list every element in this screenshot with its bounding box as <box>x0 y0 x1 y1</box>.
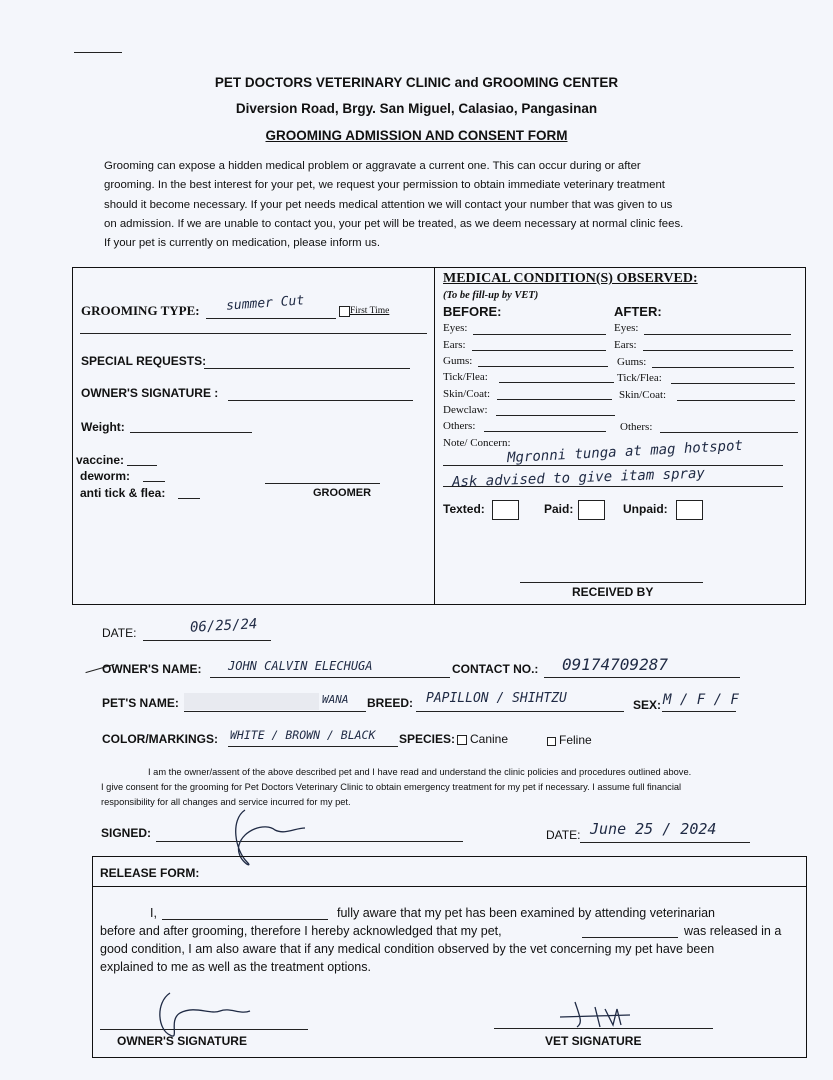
before-gums-label: Gums: <box>443 355 473 367</box>
feline-checkbox[interactable] <box>547 737 556 746</box>
after-ears-label: Ears: <box>614 339 637 351</box>
after-skin-label: Skin/Coat: <box>619 389 667 401</box>
release-line-2a: before and after grooming, therefore I hereby acknowledged that my pet, <box>100 924 502 938</box>
owner-name-value: JOHN CALVIN ELECHUGA <box>228 659 373 673</box>
vet-signature-label: VET SIGNATURE <box>545 1034 642 1048</box>
after-others-label: Others: <box>620 421 653 433</box>
release-title-divider <box>92 886 807 887</box>
grooming-type-value: summer Cut <box>225 293 305 314</box>
vet-signature-scribble <box>555 997 635 1033</box>
before-skin-label: Skin/Coat: <box>443 388 491 400</box>
special-requests-label: SPECIAL REQUESTS: <box>81 354 207 368</box>
weight-label: Weight: <box>81 420 125 434</box>
after-tick-label: Tick/Flea: <box>617 372 662 384</box>
before-eyes-label: Eyes: <box>443 322 468 334</box>
before-tick-field[interactable] <box>499 382 614 383</box>
consent-line-2: I give consent for the grooming for Pet Doctors Veterinary Clinic to obtain emergency treatment for my pet if necessary. I assume full financial <box>101 782 682 792</box>
grooming-type-field-line2[interactable] <box>80 333 427 334</box>
received-by-line[interactable] <box>520 582 703 583</box>
anti-tick-label: anti tick & flea: <box>80 486 166 500</box>
release-line-1b: fully aware that my pet has been examined by attending veterinarian <box>337 906 716 920</box>
before-label: BEFORE: <box>443 304 502 319</box>
consent-date-value: June 25 / 2024 <box>590 820 717 838</box>
release-line-3: good condition, I am also aware that if any medical condition observed by the vet concerning my pet have been <box>100 942 715 956</box>
date-value: 06/25/24 <box>189 616 258 636</box>
color-field[interactable] <box>228 746 398 747</box>
contact-field[interactable] <box>544 677 740 678</box>
before-ears-field[interactable] <box>472 350 606 351</box>
breed-label: BREED: <box>367 696 414 710</box>
medical-subtitle: (To be fill-up by VET) <box>443 290 539 301</box>
after-skin-field[interactable] <box>677 400 795 401</box>
intro-line-3: should it become necessary. If your pet needs medical attention we will contact your number that was given to us <box>104 199 673 211</box>
note-field-1[interactable] <box>443 465 783 466</box>
after-ears-field[interactable] <box>643 350 793 351</box>
release-title: RELEASE FORM: <box>100 866 200 880</box>
grooming-type-label: GROOMING TYPE: <box>81 303 200 318</box>
after-gums-label: Gums: <box>617 356 647 368</box>
form-title: GROOMING ADMISSION AND CONSENT FORM <box>265 128 568 143</box>
paid-label: Paid: <box>544 502 574 516</box>
anti-tick-field[interactable] <box>178 498 200 499</box>
species-label: SPECIES: <box>399 732 456 746</box>
first-time-label: First Time <box>350 306 390 316</box>
unpaid-checkbox[interactable] <box>676 500 703 520</box>
before-ears-label: Ears: <box>443 339 466 351</box>
pet-name-value: WANA <box>322 693 349 706</box>
special-requests-field[interactable] <box>204 368 410 369</box>
owners-signature-label: OWNER'S SIGNATURE : <box>81 386 219 400</box>
consent-line-3: responsibility for all changes and service incurred for my pet. <box>101 797 351 807</box>
consent-line-1: I am the owner/assent of the above described pet and I have read and understand the clinic policies and procedures outlined above. <box>148 767 692 777</box>
pet-name-label: PET'S NAME: <box>102 696 179 710</box>
canine-checkbox[interactable] <box>457 735 467 745</box>
texted-checkbox[interactable] <box>492 500 519 520</box>
before-tick-label: Tick/Flea: <box>443 371 488 383</box>
owner-name-label: OWNER'S NAME: <box>102 662 202 676</box>
vaccine-label: vaccine: <box>76 453 125 467</box>
clinic-name: PET DOCTORS VETERINARY CLINIC and GROOMING CENTER <box>214 75 619 90</box>
grooming-type-field[interactable] <box>206 318 336 319</box>
intro-line-1: Grooming can expose a hidden medical problem or aggravate a current one. This can occur during or after <box>104 160 641 172</box>
pet-name-redaction <box>184 693 319 710</box>
before-dewclaw-label: Dewclaw: <box>443 404 488 416</box>
after-others-field[interactable] <box>660 432 798 433</box>
consent-date-field[interactable] <box>580 842 750 843</box>
breed-value: PAPILLON / SHIHTZU <box>426 691 567 706</box>
groomer-label: GROOMER <box>313 487 372 499</box>
intro-line-5: If your pet is currently on medication, please inform us. <box>104 237 381 249</box>
release-line-2b: was released in a <box>684 924 782 938</box>
deworm-label: deworm: <box>80 469 131 483</box>
release-pet-name-field[interactable] <box>582 937 678 938</box>
medical-title: MEDICAL CONDITION(S) OBSERVED: <box>443 271 698 286</box>
before-eyes-field[interactable] <box>473 334 606 335</box>
vaccine-field[interactable] <box>127 465 157 466</box>
release-owner-name-field[interactable] <box>162 919 328 920</box>
date-label: DATE: <box>102 626 137 640</box>
after-gums-field[interactable] <box>652 367 794 368</box>
after-eyes-field[interactable] <box>644 334 791 335</box>
deworm-field[interactable] <box>143 481 165 482</box>
date-field[interactable] <box>143 640 271 641</box>
before-others-field[interactable] <box>484 431 606 432</box>
texted-label: Texted: <box>443 502 485 516</box>
feline-label: Feline <box>559 733 592 747</box>
breed-field[interactable] <box>416 711 624 712</box>
release-line-1a: I, <box>150 906 157 920</box>
received-by-label: RECEIVED BY <box>572 585 654 599</box>
release-owner-signature-label: OWNER'S SIGNATURE <box>117 1034 247 1048</box>
note-label: Note/ Concern: <box>443 437 511 449</box>
after-label: AFTER: <box>614 304 662 319</box>
before-skin-field[interactable] <box>497 399 612 400</box>
before-gums-field[interactable] <box>478 366 608 367</box>
unpaid-label: Unpaid: <box>623 502 668 516</box>
owners-signature-field[interactable] <box>228 400 413 401</box>
sex-field[interactable] <box>662 711 736 712</box>
before-others-label: Others: <box>443 420 476 432</box>
intro-line-2: grooming. In the best interest for your pet, we request your permission to obtain immediate veterinary treatment <box>104 179 665 191</box>
color-label: COLOR/MARKINGS: <box>102 732 218 746</box>
intro-line-4: on admission. If we are unable to contact you, your pet will be treated, as we deem necessary at normal clinic fees. <box>104 218 684 230</box>
color-value: WHITE / BROWN / BLACK <box>230 728 376 742</box>
note-field-2[interactable] <box>443 486 783 487</box>
weight-field[interactable] <box>130 432 252 433</box>
sex-label: SEX: <box>633 698 662 712</box>
note-line-1: Mgronni tunga at mag hotspot <box>506 437 744 467</box>
contact-label: CONTACT NO.: <box>452 662 539 676</box>
contact-value: 09174709287 <box>562 655 668 674</box>
signed-label: SIGNED: <box>101 826 152 840</box>
note-line-2: Ask advised to give itam spray <box>451 465 706 491</box>
paid-checkbox[interactable] <box>578 500 605 520</box>
pet-name-field[interactable] <box>184 711 366 712</box>
after-eyes-label: Eyes: <box>614 322 639 334</box>
canine-label: Canine <box>470 732 509 746</box>
clinic-address: Diversion Road, Brgy. San Miguel, Calasiao, Pangasinan <box>235 101 598 116</box>
after-tick-field[interactable] <box>671 383 795 384</box>
groomer-signature-line[interactable] <box>265 483 380 484</box>
before-dewclaw-field[interactable] <box>496 415 615 416</box>
first-time-checkbox[interactable] <box>339 306 350 317</box>
main-box-divider <box>434 267 435 604</box>
release-line-4: explained to me as well as the treatment options. <box>100 960 371 974</box>
sex-value: M / F / F <box>663 692 739 708</box>
consent-date-label: DATE: <box>546 828 581 842</box>
top-stray-line <box>74 52 122 53</box>
owner-name-field[interactable] <box>210 677 450 678</box>
